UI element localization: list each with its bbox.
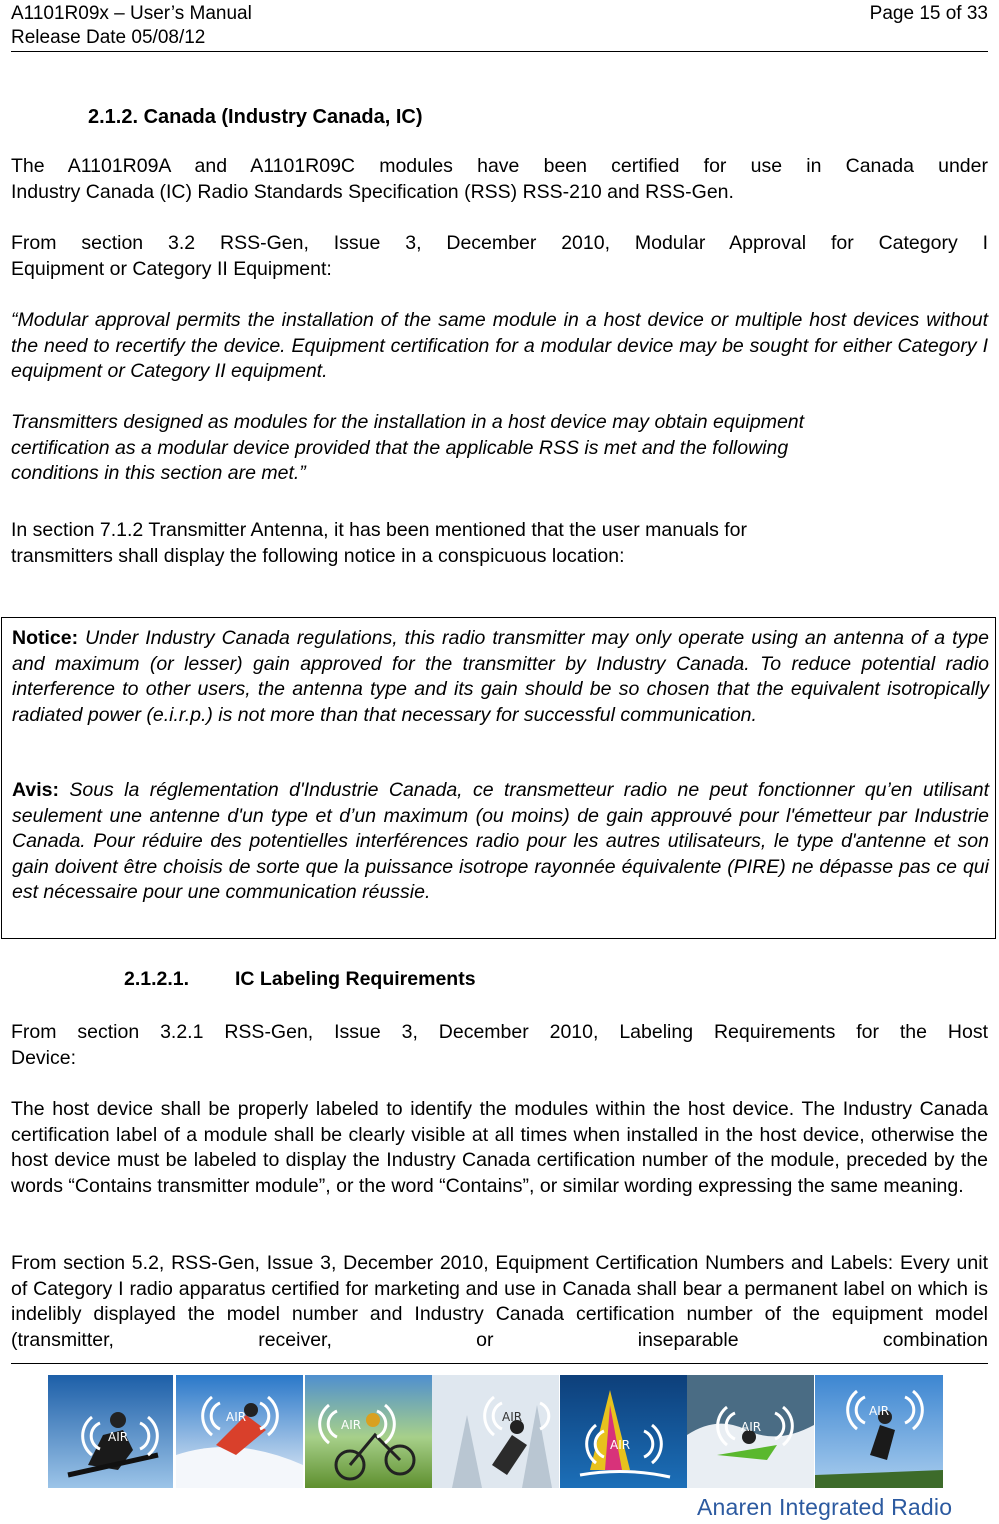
notice-english bbox=[12, 626, 989, 728]
air-badge-3: AIR bbox=[341, 1418, 362, 1432]
section-heading: 2.1.2. Canada (Industry Canada, IC) bbox=[88, 106, 423, 128]
subsection-title: IC Labeling Requirements bbox=[235, 968, 476, 990]
notice-label: Notice: bbox=[12, 627, 79, 649]
antenna-paragraph bbox=[11, 518, 988, 569]
air-badge-4: AIR bbox=[502, 1410, 523, 1424]
notice-text: Under Industry Canada regulations, this radio transmitter may only operate using an antenna of a type and maximum (or lesser) gain approved for the transmitter by Industry Canada. To reduce potential radio interference to other users, the antenna type and its gain should be so chosen that the equivalent isotropically radiated power (e.i.r.p.) is not more than that necessary for successful communication. bbox=[12, 627, 989, 726]
footer-photo-windsurf bbox=[560, 1375, 687, 1488]
air-badge-5: AIR bbox=[610, 1438, 631, 1452]
intro-line-2: Industry Canada (IC) Radio Standards Specification (RSS) RSS-210 and RSS-Gen. bbox=[11, 180, 734, 203]
equipment-certification-paragraph: From section 5.2, RSS-Gen, Issue 3, December 2010, Equipment Certification Numbers and Labels: Every unit of Category I radio apparatus certified for marketing and use in Canada shall bear a permanent label on which is indelibly displayed the model number and Industry Canada certification number of the equipment model (transmitter, receiver, or inseparable combination bbox=[11, 1252, 988, 1351]
quote-line-2: certification as a modular device provided that the applicable RSS is met and the following bbox=[11, 436, 789, 459]
air-badge-6: AIR bbox=[741, 1420, 762, 1434]
modular-approval-line-2: Equipment or Category II Equipment: bbox=[11, 257, 332, 280]
notice-french bbox=[12, 778, 989, 906]
quote-line-1: Transmitters designed as modules for the installation in a host device may obtain equipment bbox=[11, 411, 805, 433]
modular-approval-paragraph bbox=[11, 231, 988, 282]
page-number: Page 15 of 33 bbox=[869, 3, 988, 24]
host-device-paragraph: The host device shall be properly labeled to identify the modules within the host device. The Industry Canada certification label of a module shall be clearly visible at all times when installed in the host device, otherwise the host device must be labeled to display the Industry Canada certification number of the module, preceded by the words “Contains transmitter module”, or the word “Contains”, or similar wording expressing the same meaning. bbox=[11, 1098, 988, 1197]
avis-label: Avis: bbox=[12, 779, 59, 801]
modular-approval-line-1: From section 3.2 RSS-Gen, Issue 3, December 2010, Modular Approval for Category I bbox=[11, 232, 988, 254]
brand-name: Anaren Integrated Radio bbox=[697, 1494, 953, 1520]
footer-photo-ski bbox=[176, 1375, 303, 1488]
subsection-heading bbox=[124, 968, 476, 991]
air-badge-7: AIR bbox=[869, 1404, 890, 1418]
labeling-line-2: Device: bbox=[11, 1046, 77, 1069]
manual-title: A1101R09x – User’s Manual bbox=[11, 3, 252, 24]
subsection-number: 2.1.2.1. bbox=[124, 968, 190, 990]
footer-photo-skate bbox=[815, 1375, 943, 1488]
labeling-line-1: From section 3.2.1 RSS-Gen, Issue 3, December 2010, Labeling Requirements for the Host bbox=[11, 1021, 988, 1043]
air-badge-1: AIR bbox=[108, 1430, 129, 1444]
air-badge-2: AIR bbox=[226, 1410, 247, 1424]
antenna-line-2: transmitters shall display the following notice in a conspicuous location: bbox=[11, 544, 625, 567]
notice-box bbox=[1, 617, 996, 939]
quote-paragraph-1: “Modular approval permits the installation of the same module in a host device or multiple host devices without the need to recertify the device. Equipment certification for a modular device may be sought for either Category I equipment or Category II equipment. bbox=[11, 309, 988, 382]
release-date: Release Date 05/08/12 bbox=[11, 27, 206, 48]
intro-line-1: The A1101R09A and A1101R09C modules have been certified for use in Canada under bbox=[11, 155, 988, 177]
footer-divider bbox=[11, 1363, 988, 1364]
quote-line-3: conditions in this section are met.” bbox=[11, 462, 306, 484]
footer-photo-kayak bbox=[687, 1375, 814, 1488]
antenna-line-1: In section 7.1.2 Transmitter Antenna, it has been mentioned that the user manuals for bbox=[11, 519, 748, 541]
footer-photo-bike bbox=[305, 1375, 432, 1488]
footer-photo-snowboard bbox=[48, 1375, 173, 1488]
quote-paragraph-2 bbox=[11, 410, 988, 487]
labeling-requirements-paragraph bbox=[11, 1020, 988, 1071]
header-divider bbox=[11, 51, 988, 52]
footer-photo-snow-trees bbox=[432, 1375, 559, 1488]
page-header bbox=[11, 2, 988, 50]
intro-paragraph bbox=[11, 154, 988, 205]
avis-text: Sous la réglementation d'Industrie Canada, ce transmetteur radio ne peut fonctionner qu’en utilisant seulement une antenne d'un type et d’un maximum (ou moins) de gain approuvé pour l'émetteur par Industrie Canada. Pour réduire des potentielles interférences radio pour les autres utilisateurs, le type d'antenne et son gain doivent être choisis de sorte que la puissance isotrope rayonnée équivalente (PIRE) ne dépasse pas ce qui est nécessaire pour une communication réussie. bbox=[12, 779, 989, 903]
